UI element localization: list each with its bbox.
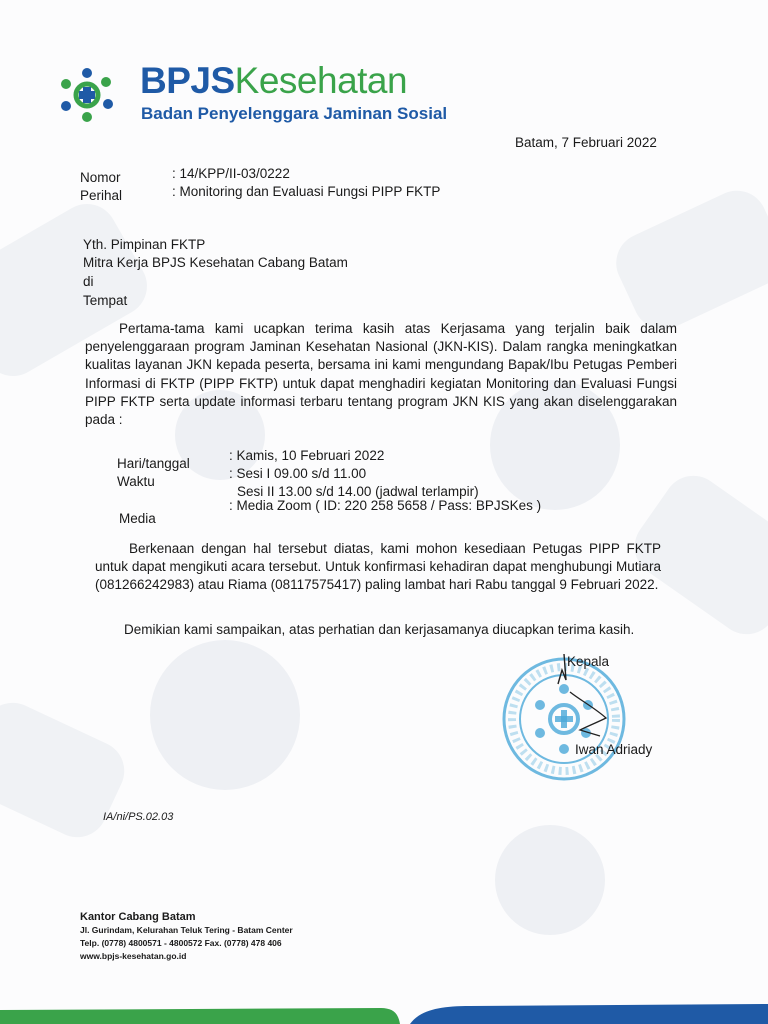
footer-color-band [0,1002,768,1024]
recipient-line: Yth. Pimpinan FKTP [83,237,206,252]
watermark-circle [150,640,300,790]
perihal-label: Perihal [80,188,123,203]
hari-value: : Kamis, 10 Februari 2022 [229,448,385,463]
waktu-label: Waktu [117,474,155,489]
brand-name [140,60,407,102]
body-paragraph-1 [85,320,677,429]
hari-label: Hari/tanggal [117,456,190,471]
media-value: : Media Zoom ( ID: 220 258 5658 / Pass: BPJSKes ) [229,498,542,513]
brand-subtitle: Badan Penyelenggara Jaminan Sosial [141,104,448,123]
perihal-value: : Monitoring dan Evaluasi Fungsi PIPP FKTP [172,184,441,199]
brand-kesehatan: Kesehatan [234,60,408,101]
place-date: Batam, 7 Februari 2022 [515,135,657,150]
footer-phone: Telp. (0778) 4800571 - 4800572 Fax. (0778) 478 406 [80,938,282,948]
recipient-line: Tempat [83,293,128,308]
paragraph-1-text: Pertama-tama kami ucapkan terima kasih atas Kerjasama yang terjalin baik dalam penyelenggaraan program Jaminan Kesehatan Nasional (JKN-KIS). Dalam rangka meningkatkan kualitas layanan JKN kepada peserta, bersama ini kami mengundang Bapak/Ibu Petugas Pemberi Informasi di FKTP (PIPP FKTP) untuk dapat menghadiri kegiatan Monitoring dan Evaluasi Fungsi PIPP FKTP serta update informasi terbaru tentang program JKN KIS yang akan diselenggarakan pada : [85,321,677,428]
reference-code: IA/ni/PS.02.03 [103,811,174,823]
waktu-value-1: : Sesi I 09.00 s/d 11.00 [229,466,367,481]
signer-title: Kepala [567,654,610,669]
watermark-shape [606,181,768,339]
nomor-value: : 14/KPP/II-03/0222 [172,166,290,181]
footer-website: www.bpjs-kesehatan.go.id [80,951,187,961]
recipient-line: Mitra Kerja BPJS Kesehatan Cabang Batam [83,255,348,270]
waktu-value-2: Sesi II 13.00 s/d 14.00 (jadwal terlampir) [237,484,479,499]
paragraph-2-text: Berkenaan dengan hal tersebut diatas, kami mohon kesediaan Petugas PIPP FKTP untuk dapat mengikuti acara tersebut. Untuk konfirmasi kehadiran dapat menghubungi Mutiara (081266242983) atau Riama (08117575417) paling lambat hari Rabu tanggal 9 Februari 2022. [95,541,661,593]
footer-office: Kantor Cabang Batam [80,911,196,923]
closing-text: Demikian kami sampaikan, atas perhatian dan kerjasamanya diucapkan terima kasih. [124,622,635,637]
brand-bpjs: BPJS [140,60,235,101]
recipient-line: di [83,274,94,289]
body-paragraph-2 [95,540,661,595]
bpjs-logo-icon [58,66,116,124]
nomor-label: Nomor [80,170,121,185]
signer-name: Iwan Adriady [575,742,653,757]
watermark-circle [495,825,605,935]
footer-address: Jl. Gurindam, Kelurahan Teluk Tering - Batam Center [80,925,293,935]
media-label: Media [119,511,156,526]
